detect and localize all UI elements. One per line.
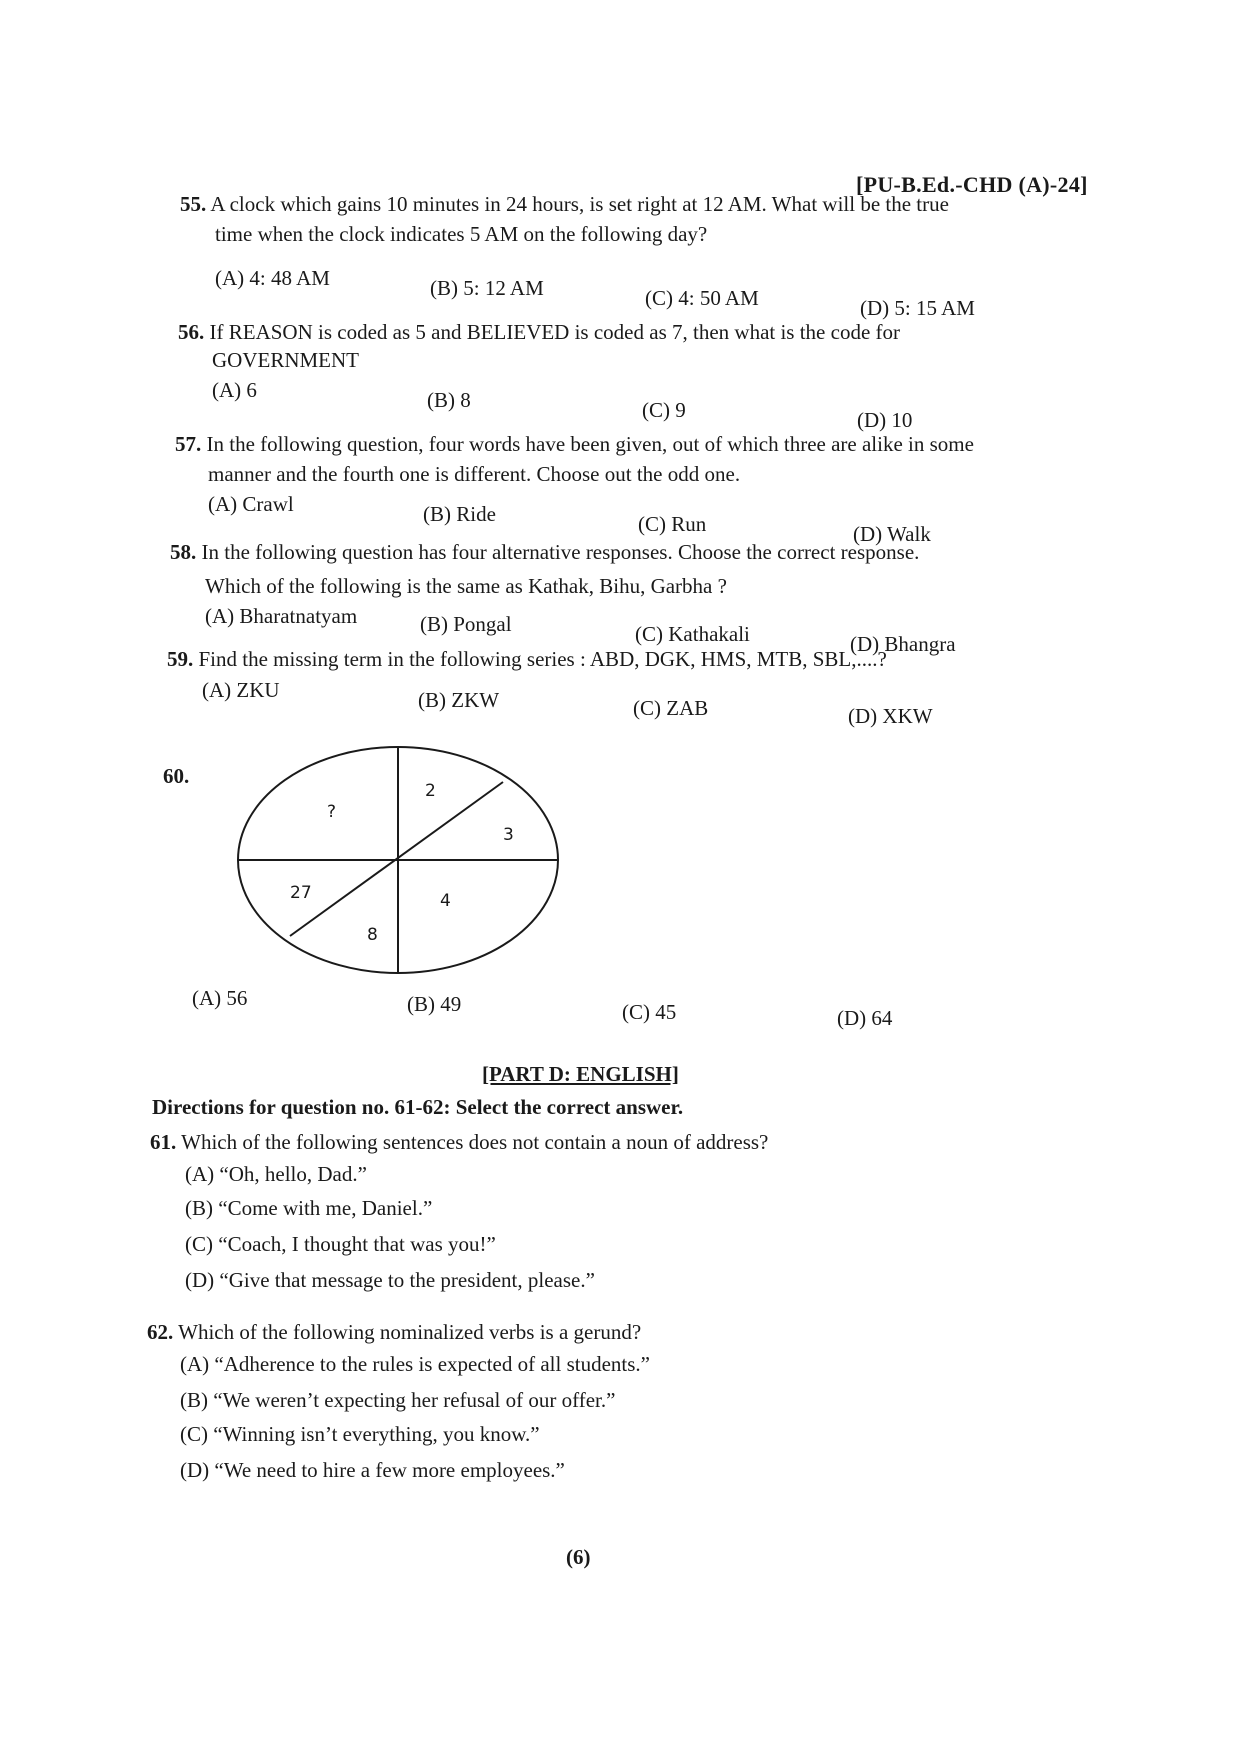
- question-stem: In the following question has four alternative responses. Choose the correct response.: [201, 540, 920, 564]
- question-number: 55.: [180, 192, 207, 216]
- option-a: (A) “Adherence to the rules is expected of all students.”: [180, 1352, 650, 1376]
- option-d: (D) 64: [837, 1006, 893, 1030]
- question-59: [167, 645, 887, 673]
- question-57: [175, 430, 974, 458]
- question-stem: Which of the following nominalized verbs is a gerund?: [178, 1320, 642, 1344]
- option-a: (A) 56: [192, 986, 248, 1010]
- question-stem: A clock which gains 10 minutes in 24 hours, is set right at 12 AM. What will be the true: [210, 192, 949, 216]
- question-stem-line2: GOVERNMENT: [212, 348, 359, 372]
- option-a: (A) 6: [212, 378, 257, 402]
- question-stem: Find the missing term in the following series : ABD, DGK, HMS, MTB, SBL,....?: [198, 647, 887, 671]
- part-heading: [PART D: ENGLISH]: [482, 1062, 679, 1086]
- option-c: (C) Run: [638, 512, 707, 536]
- figure-label-unknown: ?: [327, 802, 337, 822]
- option-a: (A) 4: 48 AM: [215, 266, 330, 290]
- option-b: (B) Pongal: [420, 612, 512, 636]
- question-60: [163, 762, 189, 790]
- figure-label: 3: [503, 825, 514, 845]
- option-d: (D) Walk: [853, 522, 931, 546]
- ellipse-puzzle-figure: [235, 740, 565, 980]
- option-c: (C) “Winning isn’t everything, you know.”: [180, 1422, 540, 1446]
- question-number: 59.: [167, 647, 194, 671]
- question-number: 61.: [150, 1130, 177, 1154]
- page-number: (6): [566, 1545, 591, 1569]
- option-b: (B) ZKW: [418, 688, 500, 712]
- figure-label: 4: [440, 891, 451, 911]
- question-stem-line2: manner and the fourth one is different. Choose out the odd one.: [208, 462, 741, 486]
- figure-label: 2: [425, 781, 436, 801]
- question-56: [178, 318, 900, 346]
- option-a: (A) “Oh, hello, Dad.”: [185, 1162, 367, 1186]
- question-number: 60.: [163, 764, 190, 788]
- option-b: (B) “We weren’t expecting her refusal of our offer.”: [180, 1388, 616, 1412]
- directions: Directions for question no. 61-62: Select the correct answer.: [152, 1095, 684, 1119]
- question-stem: If REASON is coded as 5 and BELIEVED is coded as 7, then what is the code for: [209, 320, 901, 344]
- option-a: (A) Bharatnatyam: [205, 604, 358, 628]
- question-62: [147, 1318, 641, 1346]
- option-a: (A) ZKU: [202, 678, 280, 702]
- figure-label: 27: [290, 883, 312, 903]
- option-d: (D) “We need to hire a few more employees.”: [180, 1458, 565, 1482]
- figure-label: 8: [367, 925, 378, 945]
- question-55: [180, 190, 949, 218]
- question-stem: In the following question, four words have been given, out of which three are alike in some: [206, 432, 974, 456]
- option-d: (D) XKW: [848, 704, 933, 728]
- question-number: 58.: [170, 540, 197, 564]
- question-stem-line2: time when the clock indicates 5 AM on the following day?: [215, 222, 708, 246]
- question-number: 57.: [175, 432, 202, 456]
- option-d: (D) 5: 15 AM: [860, 296, 975, 320]
- question-stem-line2: Which of the following is the same as Kathak, Bihu, Garbha ?: [205, 574, 727, 598]
- question-number: 62.: [147, 1320, 174, 1344]
- option-b: (B) 8: [427, 388, 471, 412]
- option-b: (B) “Come with me, Daniel.”: [185, 1196, 433, 1220]
- option-d: (D) Bhangra: [850, 632, 956, 656]
- option-b: (B) Ride: [423, 502, 496, 526]
- option-c: (C) 9: [642, 398, 686, 422]
- option-a: (A) Crawl: [208, 492, 294, 516]
- option-c: (C) 45: [622, 1000, 677, 1024]
- option-c: (C) 4: 50 AM: [645, 286, 759, 310]
- option-d: (D) 10: [857, 408, 913, 432]
- option-c: (C) Kathakali: [635, 622, 750, 646]
- question-number: 56.: [178, 320, 205, 344]
- option-c: (C) “Coach, I thought that was you!”: [185, 1232, 496, 1256]
- question-stem: Which of the following sentences does not contain a noun of address?: [181, 1130, 769, 1154]
- option-b: (B) 5: 12 AM: [430, 276, 544, 300]
- option-b: (B) 49: [407, 992, 462, 1016]
- option-c: (C) ZAB: [633, 696, 709, 720]
- question-58: [170, 538, 919, 566]
- paper-code: [PU-B.Ed.-CHD (A)-24]: [856, 172, 1088, 197]
- option-d: (D) “Give that message to the president, please.”: [185, 1268, 595, 1292]
- question-61: [150, 1128, 768, 1156]
